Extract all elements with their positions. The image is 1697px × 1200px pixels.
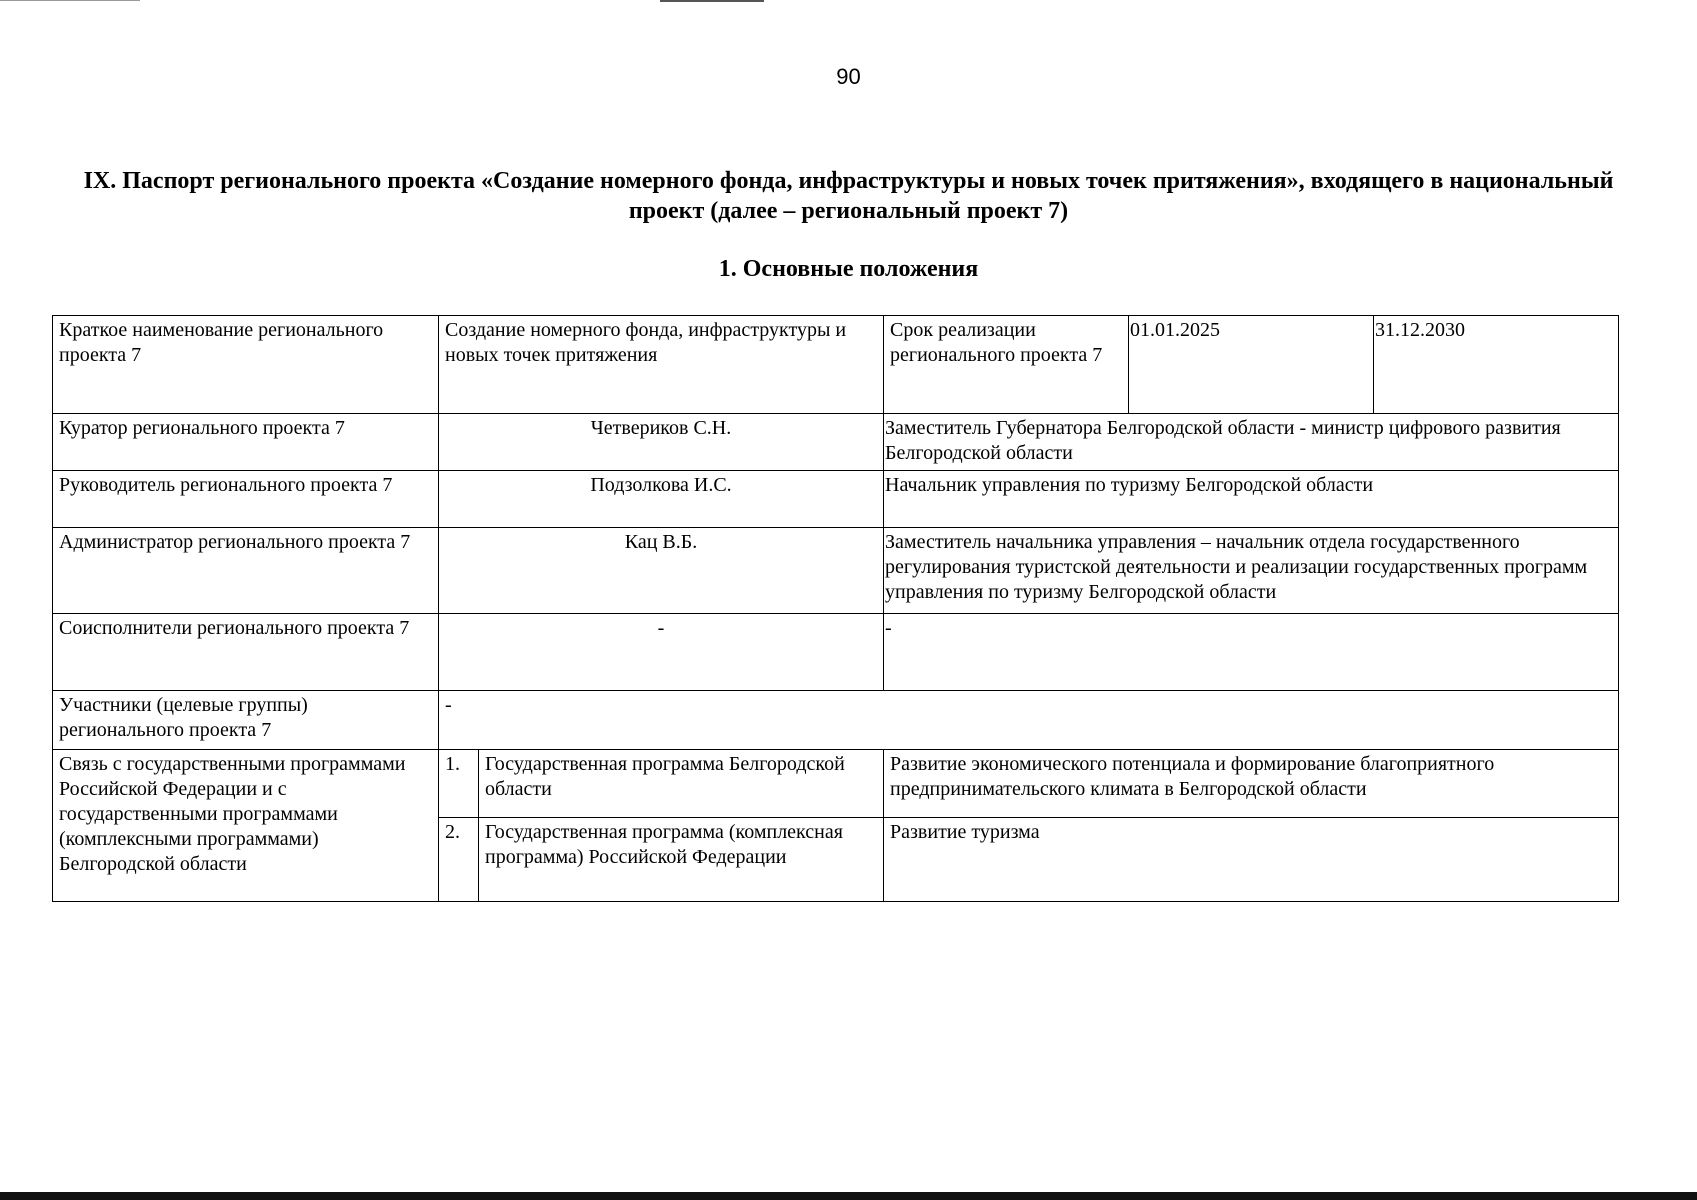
page-number: 90 <box>836 64 861 89</box>
link-2-number: 2. <box>439 818 479 902</box>
admin-position: Заместитель начальника управления – начальник отдела государственного регулирования туристской деятельности и реализации государственных программ управления по туризму Белгородской области <box>884 528 1619 614</box>
link-1-number: 1. <box>439 750 479 818</box>
period-end: 31.12.2030 <box>1374 316 1619 414</box>
head-position: Начальник управления по туризму Белгородской области <box>884 471 1619 528</box>
period-label: Срок реализации регионального проекта 7 <box>884 316 1129 414</box>
short-name-label: Краткое наименование регионального проекта 7 <box>53 316 439 414</box>
link-1-program: Государственная программа Белгородской области <box>479 750 884 818</box>
short-name-value: Создание номерного фонда, инфраструктуры и новых точек притяжения <box>439 316 884 414</box>
link-1-name: Развитие экономического потенциала и формирование благоприятного предпринимательского климата в Белгородской области <box>884 750 1619 818</box>
coexec-position: - <box>884 614 1619 691</box>
participants-value: - <box>439 691 1619 750</box>
admin-name: Кац В.Б. <box>439 528 884 614</box>
document-title: IX. Паспорт регионального проекта «Создание номерного фонда, инфраструктуры и новых точек притяжения», входящего в национальный проект (далее – региональный проект 7) <box>83 168 1614 224</box>
row-curator <box>53 414 1619 471</box>
curator-name: Четвериков С.Н. <box>439 414 884 471</box>
link-2-program: Государственная программа (комплексная программа) Российской Федерации <box>479 818 884 902</box>
row-head <box>53 471 1619 528</box>
head-name: Подзолкова И.С. <box>439 471 884 528</box>
row-coexecutors <box>53 614 1619 691</box>
link-2-name: Развитие туризма <box>884 818 1619 902</box>
links-label: Связь с государственными программами Российской Федерации и с государственными программами (комплексными программами) Белгородской области <box>53 750 439 902</box>
coexec-name: - <box>439 614 884 691</box>
top-rule-mid <box>660 0 764 2</box>
row-short-name <box>53 316 1619 414</box>
admin-label: Администратор регионального проекта 7 <box>53 528 439 614</box>
top-rule-left <box>0 0 140 1</box>
project-passport-table <box>52 315 1619 902</box>
coexec-label: Соисполнители регионального проекта 7 <box>53 614 439 691</box>
section-heading: 1. Основные положения <box>718 256 979 282</box>
bottom-scan-edge <box>0 1192 1697 1200</box>
curator-position: Заместитель Губернатора Белгородской области - министр цифрового развития Белгородской области <box>884 414 1619 471</box>
row-admin <box>53 528 1619 614</box>
period-start: 01.01.2025 <box>1129 316 1374 414</box>
participants-label: Участники (целевые группы) регионального проекта 7 <box>53 691 439 750</box>
row-program-link-1 <box>53 750 1619 818</box>
row-participants <box>53 691 1619 750</box>
curator-label: Куратор регионального проекта 7 <box>53 414 439 471</box>
head-label: Руководитель регионального проекта 7 <box>53 471 439 528</box>
